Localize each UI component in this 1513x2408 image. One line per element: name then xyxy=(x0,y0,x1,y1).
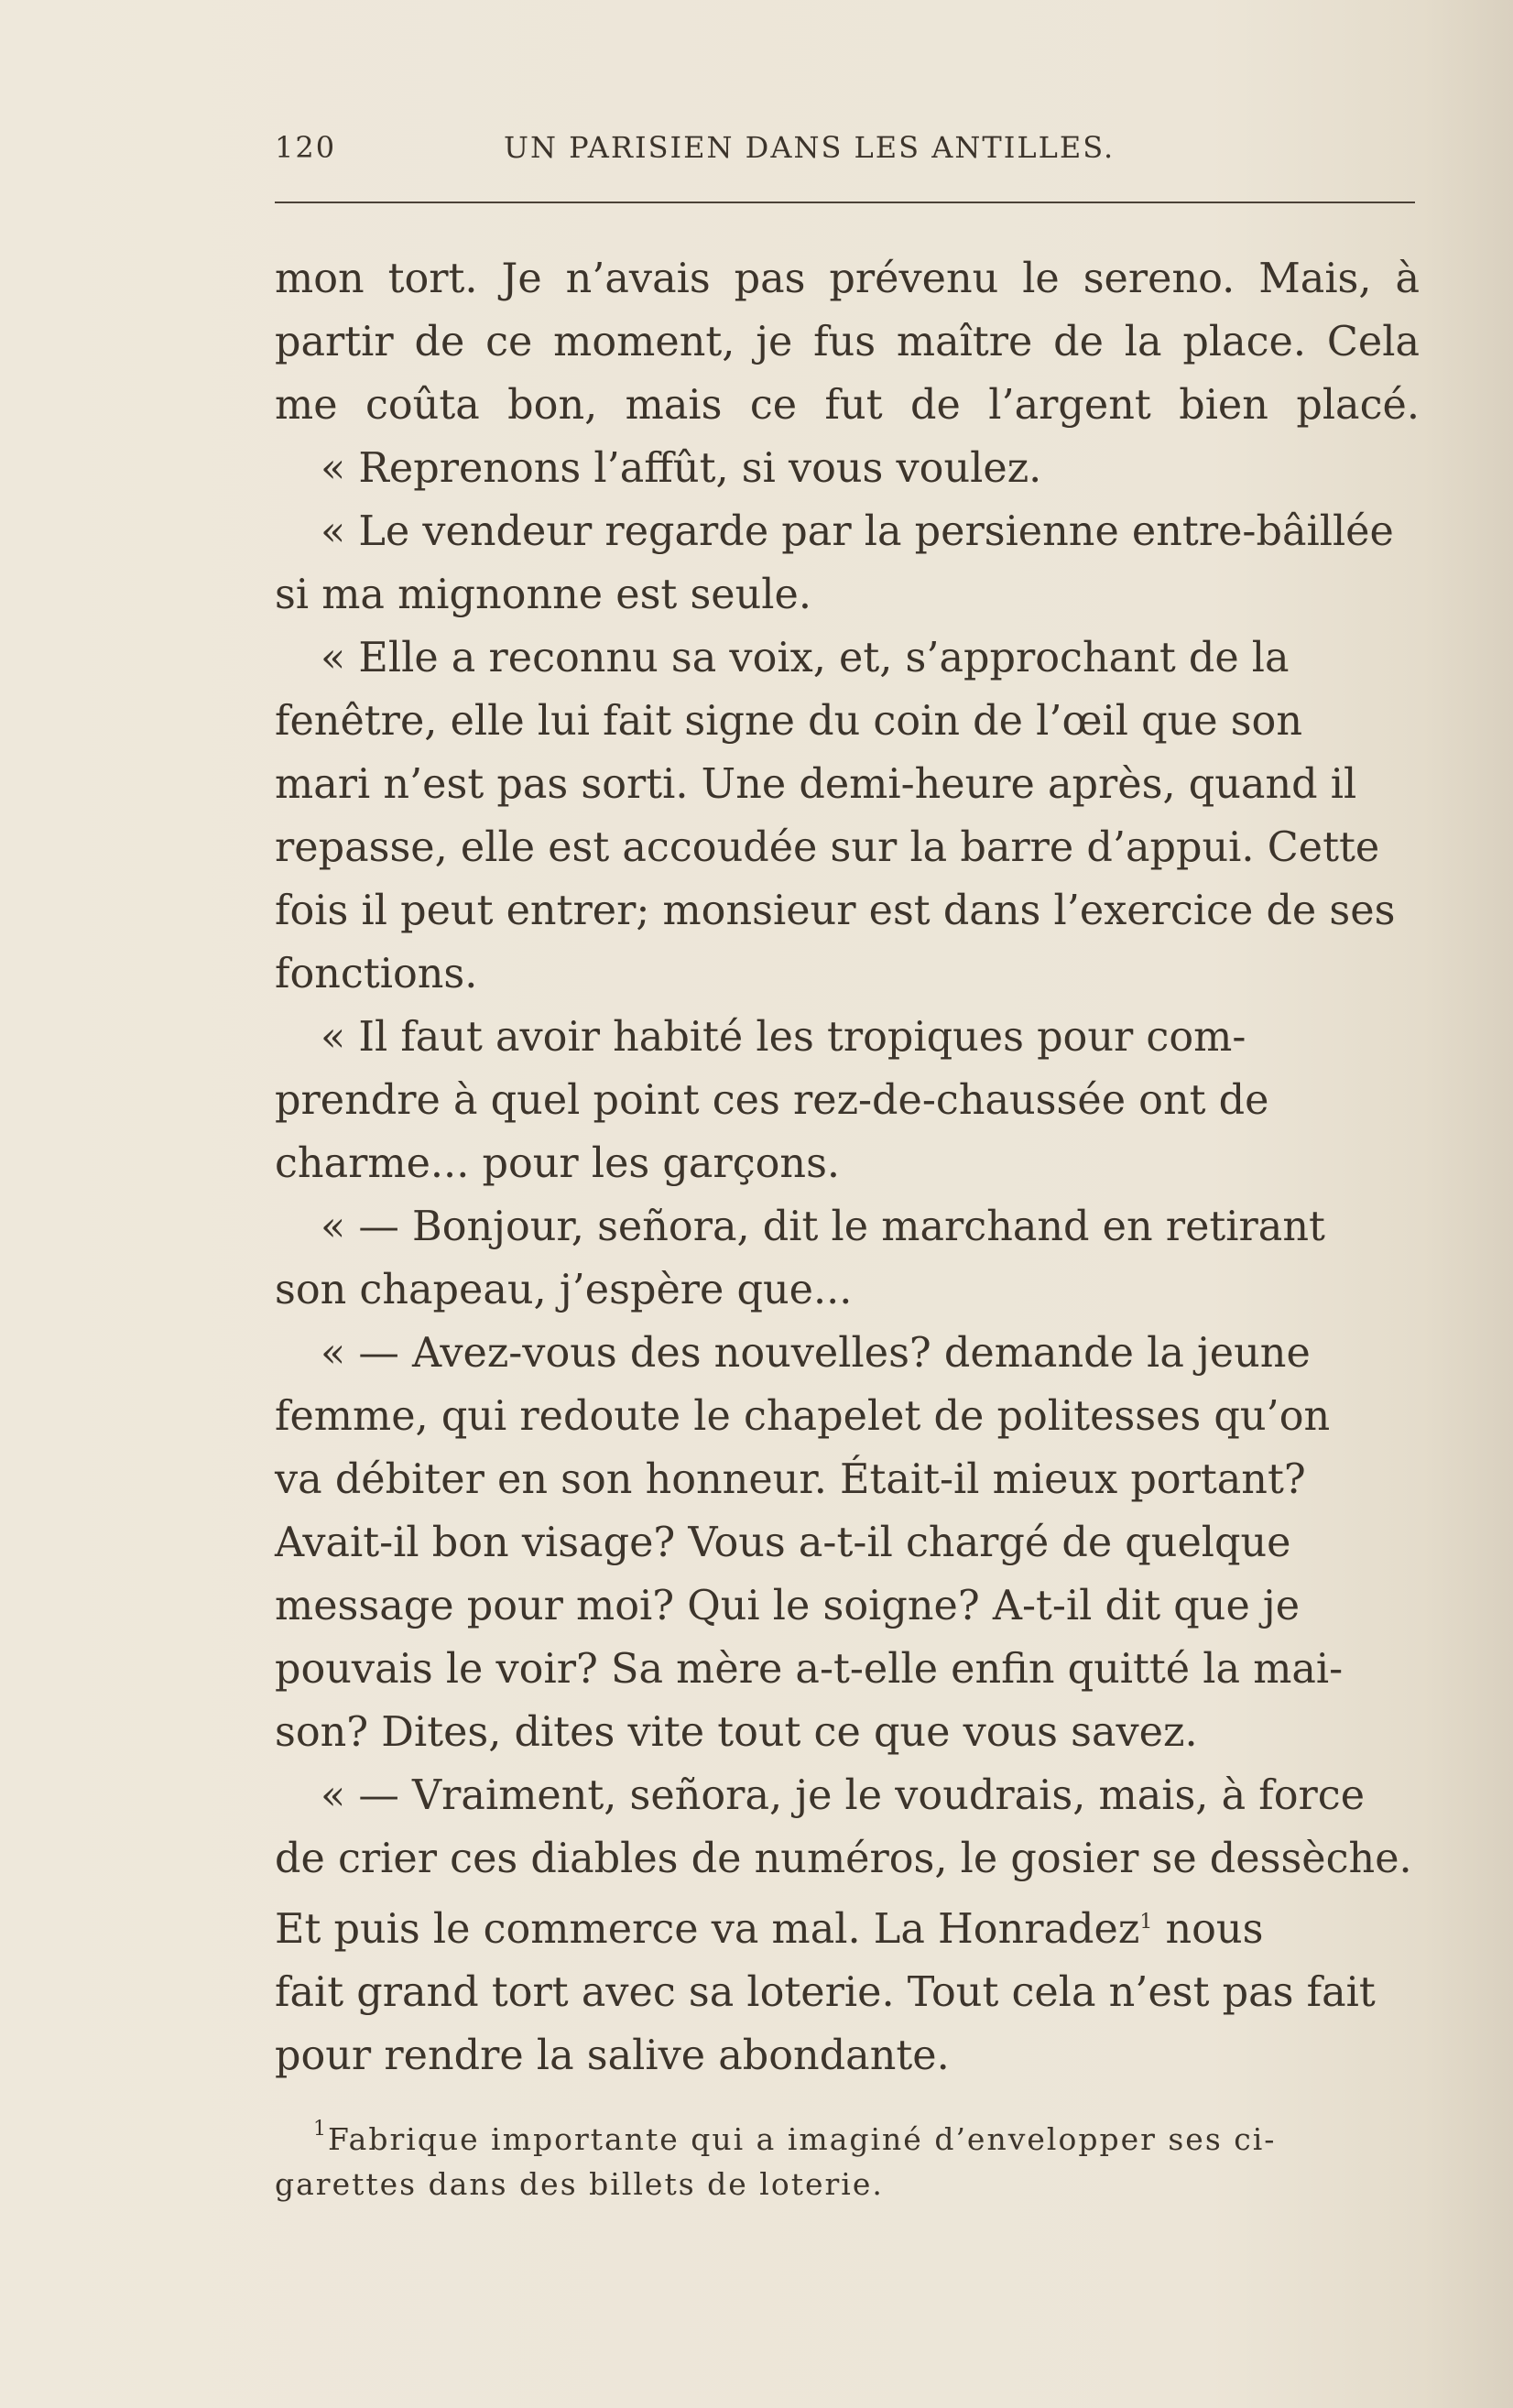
text-line: son? Dites, dites vite tout ce que vous savez. xyxy=(275,1709,1198,1756)
text-line: « Le vendeur regarde par la persienne entre-bâillée xyxy=(321,508,1394,555)
text-line: mari n’est pas sorti. Une demi-heure après, quand il xyxy=(275,761,1357,808)
text-line: si ma mignonne est seule. xyxy=(275,572,811,618)
header-rule xyxy=(275,202,1415,203)
text-line: garettes dans des billets de loterie. xyxy=(275,2166,884,2202)
text-line: partir de ce moment, je fus maître de la place. Cela xyxy=(275,319,1420,365)
paragraph-2 xyxy=(275,437,1420,500)
text-line: « — Avez-vous des nouvelles? demande la jeune xyxy=(321,1330,1311,1377)
text-line: Avait-il bon visage? Vous a-t-il chargé de quelque xyxy=(275,1520,1291,1566)
text-line: « Il faut avoir habité les tropiques pour com- xyxy=(321,1014,1246,1061)
paragraph-1 xyxy=(275,247,1420,437)
running-title: UN PARISIEN DANS LES ANTILLES. xyxy=(504,130,1116,165)
text-line: fenêtre, elle lui fait signe du coin de l’œil que son xyxy=(275,698,1302,745)
paragraph-7 xyxy=(275,1322,1420,1764)
paragraph-4 xyxy=(275,627,1420,1006)
text-line: « Reprenons l’affût, si vous voulez. xyxy=(321,445,1042,492)
text-line: fois il peut entrer; monsieur est dans l’exercice de ses xyxy=(275,888,1396,934)
text-line: mon tort. Je n’avais pas prévenu le sereno. Mais, à xyxy=(275,256,1420,302)
page-number: 120 xyxy=(275,130,337,165)
text-line: Et puis le commerce va mal. La Honradez xyxy=(275,1906,1140,1953)
footnote-text xyxy=(275,2107,1420,2206)
footnote xyxy=(275,2107,1420,2206)
text-line: « Elle a reconnu sa voix, et, s’approchant de la xyxy=(321,635,1290,681)
text-line: message pour moi? Qui le soigne? A-t-il dit que je xyxy=(275,1583,1301,1629)
text-line: repasse, elle est accoudée sur la barre d’appui. Cette xyxy=(275,824,1380,871)
text-line: pouvais le voir? Sa mère a-t-elle enfin quitté la mai- xyxy=(275,1646,1344,1693)
text-line: son chapeau, j’espère que... xyxy=(275,1267,853,1313)
text-line: pour rendre la salive abondante. xyxy=(275,2032,950,2079)
text-line: fonctions. xyxy=(275,951,478,997)
text-line: fait grand tort avec sa loterie. Tout cela n’est pas fait xyxy=(275,1969,1376,2016)
paragraph-5 xyxy=(275,1006,1420,1195)
paragraph-6 xyxy=(275,1195,1420,1322)
text-line: prendre à quel point ces rez-de-chaussée ont de xyxy=(275,1077,1269,1124)
text-line: « — Vraiment, señora, je le voudrais, mais, à force xyxy=(321,1772,1366,1819)
paragraph-3 xyxy=(275,500,1420,627)
text-line: de crier ces diables de numéros, le gosier se dessèche. xyxy=(275,1836,1412,1882)
text-line: charme... pour les garçons. xyxy=(275,1140,841,1187)
page-header xyxy=(275,130,1415,176)
footnote-marker: 1 xyxy=(313,2118,328,2141)
text-line: va débiter en son honneur. Était-il mieux portant? xyxy=(275,1456,1306,1503)
text-line: nous xyxy=(1152,1906,1264,1953)
text-line: femme, qui redoute le chapelet de politesses qu’on xyxy=(275,1393,1331,1440)
text-line: « — Bonjour, señora, dit le marchand en retirant xyxy=(321,1204,1325,1250)
paragraph-8 xyxy=(275,1764,1420,2087)
body-text xyxy=(275,247,1420,2087)
text-line: me coûta bon, mais ce fut de l’argent bien placé. xyxy=(275,382,1420,429)
footnote-reference: 1 xyxy=(1139,1911,1153,1934)
text-line: Fabrique importante qui a imaginé d’envelopper ses ci- xyxy=(328,2121,1277,2157)
